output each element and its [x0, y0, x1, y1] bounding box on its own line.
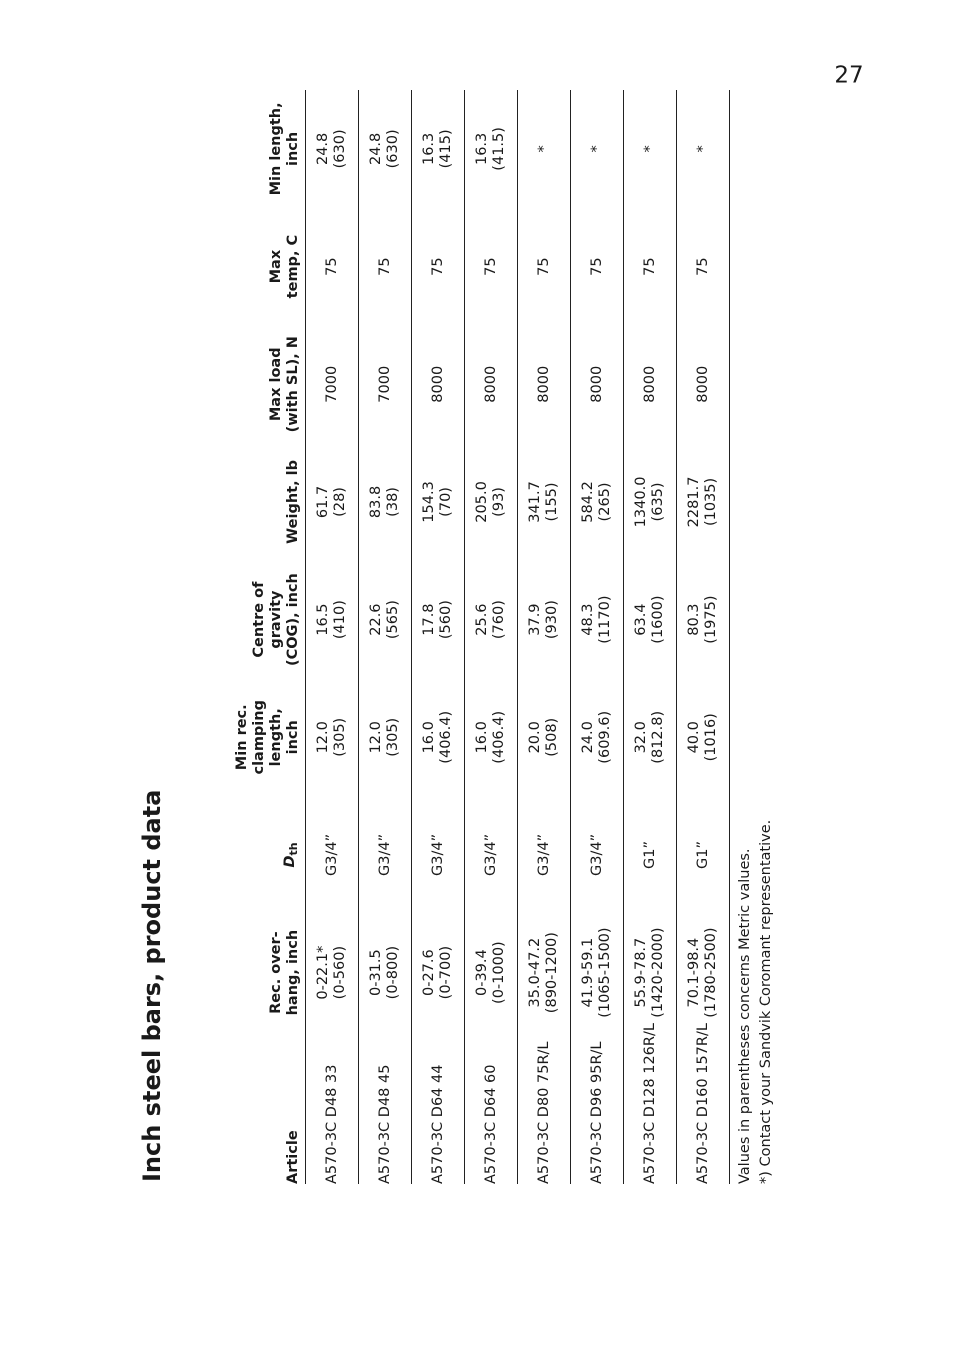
cell-clamping: 12.0 (305) [306, 678, 359, 796]
cell-article: A570-3C D64 44 [412, 1031, 465, 1184]
cell-article: A570-3C D80 75R/L [518, 1031, 571, 1184]
cell-cog: 25.6 (760) [465, 561, 518, 679]
footnote-metric: Values in parentheses concerns Metric values. [737, 848, 753, 1184]
cell-maxtemp: 75 [306, 208, 359, 326]
product-data-table [194, 90, 730, 1184]
cell-maxtemp: 75 [518, 208, 571, 326]
cell-clamping: 12.0 (305) [359, 678, 412, 796]
cell-weight: 154.3 (70) [412, 443, 465, 561]
cell-cog: 16.5 (410) [306, 561, 359, 679]
cell-minlength: * [624, 90, 677, 208]
cell-article: A570-3C D128 126R/L [624, 1031, 677, 1184]
cell-maxtemp: 75 [359, 208, 412, 326]
cell-minlength: * [571, 90, 624, 208]
cell-dth: G3/4” [518, 796, 571, 914]
cell-maxload: 7000 [306, 325, 359, 443]
page-title: Inch steel bars, product data [138, 789, 166, 1182]
cell-overhang: 41.9-59.1 (1065-1500) [571, 914, 624, 1032]
cell-dth: G1” [624, 796, 677, 914]
table-row [624, 90, 677, 1184]
cell-maxtemp: 75 [624, 208, 677, 326]
cell-clamping: 32.0 (812.8) [624, 678, 677, 796]
cell-overhang: 55.9-78.7 (1420-2000) [624, 914, 677, 1032]
cell-weight: 2281.7 (1035) [677, 443, 730, 561]
cell-weight: 61.7 (28) [306, 443, 359, 561]
header-overhang: Rec. over- hang, inch [194, 914, 306, 1032]
page-number: 27 [834, 62, 864, 89]
cell-maxtemp: 75 [465, 208, 518, 326]
cell-maxload: 7000 [359, 325, 412, 443]
footnote-contact: *) Contact your Sandvik Coromant representative. [758, 819, 774, 1184]
cell-minlength: 16.3 (415) [412, 90, 465, 208]
cell-minlength: 24.8 (630) [306, 90, 359, 208]
header-dth: $D_{th}$ [194, 796, 306, 914]
cell-cog: 63.4 (1600) [624, 561, 677, 679]
header-cog: Centre of gravity (COG), inch [194, 561, 306, 679]
cell-clamping: 16.0 (406.4) [412, 678, 465, 796]
cell-cog: 80.3 (1975) [677, 561, 730, 679]
header-row [194, 90, 306, 1184]
cell-weight: 341.7 (155) [518, 443, 571, 561]
cell-article: A570-3C D48 33 [306, 1031, 359, 1184]
cell-maxtemp: 75 [571, 208, 624, 326]
cell-maxload: 8000 [518, 325, 571, 443]
cell-clamping: 40.0 (1016) [677, 678, 730, 796]
cell-dth: G3/4” [359, 796, 412, 914]
cell-weight: 205.0 (93) [465, 443, 518, 561]
cell-clamping: 24.0 (609.6) [571, 678, 624, 796]
cell-maxtemp: 75 [677, 208, 730, 326]
cell-minlength: * [518, 90, 571, 208]
cell-maxload: 8000 [677, 325, 730, 443]
header-minlength: Min length, inch [194, 90, 306, 208]
cell-overhang: 0-27.6 (0-700) [412, 914, 465, 1032]
cell-overhang: 70.1-98.4 (1780-2500) [677, 914, 730, 1032]
cell-minlength: 24.8 (630) [359, 90, 412, 208]
cell-weight: 1340.0 (635) [624, 443, 677, 561]
cell-overhang: 0-39.4 (0-1000) [465, 914, 518, 1032]
cell-maxload: 8000 [624, 325, 677, 443]
cell-article: A570-3C D48 45 [359, 1031, 412, 1184]
cell-cog: 17.8 (560) [412, 561, 465, 679]
cell-dth: G3/4” [571, 796, 624, 914]
table-row [677, 90, 730, 1184]
cell-weight: 83.8 (38) [359, 443, 412, 561]
cell-dth: G3/4” [465, 796, 518, 914]
cell-minlength: 16.3 (41.5) [465, 90, 518, 208]
header-article: Article [194, 1031, 306, 1184]
cell-article: A570-3C D64 60 [465, 1031, 518, 1184]
cell-cog: 22.6 (565) [359, 561, 412, 679]
cell-weight: 584.2 (265) [571, 443, 624, 561]
cell-overhang: 0-22.1* (0-560) [306, 914, 359, 1032]
table-row [465, 90, 518, 1184]
cell-maxload: 8000 [412, 325, 465, 443]
cell-cog: 37.9 (930) [518, 561, 571, 679]
cell-cog: 48.3 (1170) [571, 561, 624, 679]
cell-maxload: 8000 [571, 325, 624, 443]
cell-clamping: 20.0 (508) [518, 678, 571, 796]
table-row [412, 90, 465, 1184]
cell-maxtemp: 75 [412, 208, 465, 326]
header-maxload: Max load (with SL), N [194, 325, 306, 443]
cell-minlength: * [677, 90, 730, 208]
table-row [306, 90, 359, 1184]
header-clamping: Min rec. clamping length, inch [194, 678, 306, 796]
cell-dth: G1” [677, 796, 730, 914]
table-row [518, 90, 571, 1184]
cell-dth: G3/4” [412, 796, 465, 914]
cell-overhang: 35.0-47.2 (890-1200) [518, 914, 571, 1032]
header-maxtemp: Max temp, C [194, 208, 306, 326]
cell-article: A570-3C D160 157R/L [677, 1031, 730, 1184]
cell-dth: G3/4” [306, 796, 359, 914]
cell-maxload: 8000 [465, 325, 518, 443]
cell-overhang: 0-31.5 (0-800) [359, 914, 412, 1032]
table-row [571, 90, 624, 1184]
header-weight: Weight, lb [194, 443, 306, 561]
cell-article: A570-3C D96 95R/L [571, 1031, 624, 1184]
table-row [359, 90, 412, 1184]
cell-clamping: 16.0 (406.4) [465, 678, 518, 796]
